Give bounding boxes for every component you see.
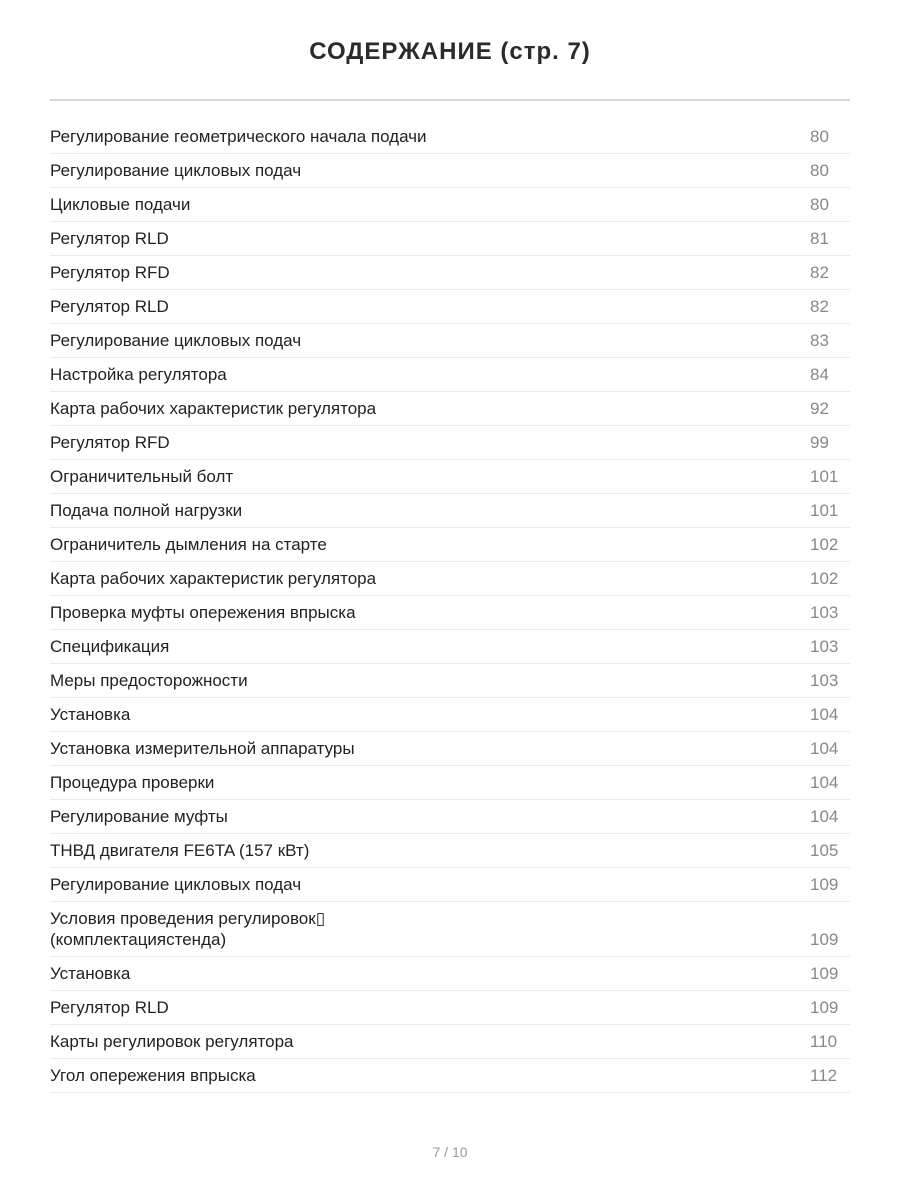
toc-entry[interactable]: [50, 1025, 850, 1059]
toc-entry[interactable]: [50, 154, 850, 188]
toc-entry-title: Регулирование геометрического начала подачи: [50, 127, 427, 146]
toc-entry[interactable]: [50, 358, 850, 392]
toc-entry-title: ТНВД двигателя FE6TA (157 кВт): [50, 841, 310, 860]
toc-entry-page: 99: [810, 433, 829, 452]
toc-entry[interactable]: [50, 630, 850, 664]
toc-entry[interactable]: [50, 494, 850, 528]
toc-entry-page: 109: [810, 998, 839, 1017]
toc-entry[interactable]: [50, 991, 850, 1025]
toc-entry[interactable]: [50, 290, 850, 324]
toc-entry[interactable]: [50, 766, 850, 800]
toc-entry[interactable]: [50, 834, 850, 868]
page-number: 7 / 10: [432, 1144, 468, 1160]
toc-entry-page: 83: [810, 331, 829, 350]
toc-entry-title: Карта рабочих характеристик регулятора: [50, 569, 377, 588]
toc-entry[interactable]: [50, 1059, 850, 1093]
toc-entry-page: 109: [810, 964, 839, 983]
toc-entry-page: 104: [810, 807, 839, 826]
toc-entry-title: Регулятор RFD: [50, 433, 170, 452]
toc-entry[interactable]: [50, 460, 850, 494]
toc-entry-page: 84: [810, 365, 829, 384]
toc-entry-page: 80: [810, 161, 829, 180]
toc-entry[interactable]: [50, 902, 850, 957]
toc-entry-title: Регулятор RLD: [50, 297, 169, 316]
toc-entry-page: 82: [810, 263, 829, 282]
toc-entry[interactable]: [50, 528, 850, 562]
toc-entry-page: 92: [810, 399, 829, 418]
toc-entry-title: Условия проведения регулировок▯ (комплектациястенда): [50, 909, 326, 949]
toc-entry[interactable]: [50, 596, 850, 630]
toc-entry[interactable]: [50, 188, 850, 222]
toc-entry-title: Регулятор RLD: [50, 998, 169, 1017]
toc-entry-title: Регулятор RLD: [50, 229, 169, 248]
toc-entry-title: Проверка муфты опережения впрыска: [50, 603, 356, 622]
toc-entry-title: Ограничитель дымления на старте: [50, 535, 327, 554]
toc-entry-title: Процедура проверки: [50, 773, 215, 792]
toc-entry-title: Угол опережения впрыска: [50, 1066, 256, 1085]
toc-entry-page: 101: [810, 467, 839, 486]
toc-entry[interactable]: [50, 324, 850, 358]
toc-entry-page: 81: [810, 229, 829, 248]
toc-entry-title: Установка: [50, 705, 131, 724]
toc-entry-title: Цикловые подачи: [50, 195, 191, 214]
toc-entry-title: Регулирование муфты: [50, 807, 228, 826]
toc-entry-page: 80: [810, 127, 829, 146]
toc-entry-page: 103: [810, 603, 839, 622]
toc-entry[interactable]: [50, 800, 850, 834]
toc-entry-page: 103: [810, 637, 839, 656]
toc-entry[interactable]: [50, 392, 850, 426]
toc-entry[interactable]: [50, 562, 850, 596]
toc-entry-page: 103: [810, 671, 839, 690]
toc-entry-title: Регулирование цикловых подач: [50, 875, 302, 894]
toc-entry[interactable]: [50, 664, 850, 698]
toc-entry-title: Регулятор RFD: [50, 263, 170, 282]
toc-entry-title: Карта рабочих характеристик регулятора: [50, 399, 377, 418]
toc-entry-title: Спецификация: [50, 637, 170, 656]
toc-entry[interactable]: [50, 120, 850, 154]
toc-entry-page: 104: [810, 705, 839, 724]
toc-entry[interactable]: [50, 426, 850, 460]
toc-entry-page: 101: [810, 501, 839, 520]
toc-entry-page: 109: [810, 930, 839, 949]
toc-list: [50, 120, 850, 1093]
page-title: СОДЕРЖАНИЕ (стр. 7): [309, 38, 591, 65]
toc-entry-title: Установка: [50, 964, 131, 983]
toc-entry[interactable]: [50, 868, 850, 902]
toc-entry-title: Подача полной нагрузки: [50, 501, 243, 520]
toc-entry-page: 82: [810, 297, 829, 316]
title-divider: [50, 99, 850, 101]
toc-entry[interactable]: [50, 732, 850, 766]
toc-entry-title: Меры предосторожности: [50, 671, 248, 690]
toc-entry-page: 104: [810, 773, 839, 792]
toc-entry[interactable]: [50, 957, 850, 991]
toc-entry-page: 110: [810, 1032, 838, 1051]
toc-entry-page: 102: [810, 535, 839, 554]
toc-entry-title: Регулирование цикловых подач: [50, 331, 302, 350]
toc-entry-page: 80: [810, 195, 829, 214]
toc-entry-page: 104: [810, 739, 839, 758]
toc-entry-page: 105: [810, 841, 839, 860]
toc-entry-page: 102: [810, 569, 839, 588]
toc-entry-title: Установка измерительной аппаратуры: [50, 739, 355, 758]
toc-entry-page: 112: [810, 1066, 838, 1085]
toc-entry-title: Регулирование цикловых подач: [50, 161, 302, 180]
toc-entry-title: Ограничительный болт: [50, 467, 234, 486]
toc-entry[interactable]: [50, 256, 850, 290]
toc-entry[interactable]: [50, 698, 850, 732]
toc-entry[interactable]: [50, 222, 850, 256]
toc-entry-title: Настройка регулятора: [50, 365, 227, 384]
toc-entry-title: Карты регулировок регулятора: [50, 1032, 294, 1051]
toc-entry-page: 109: [810, 875, 839, 894]
